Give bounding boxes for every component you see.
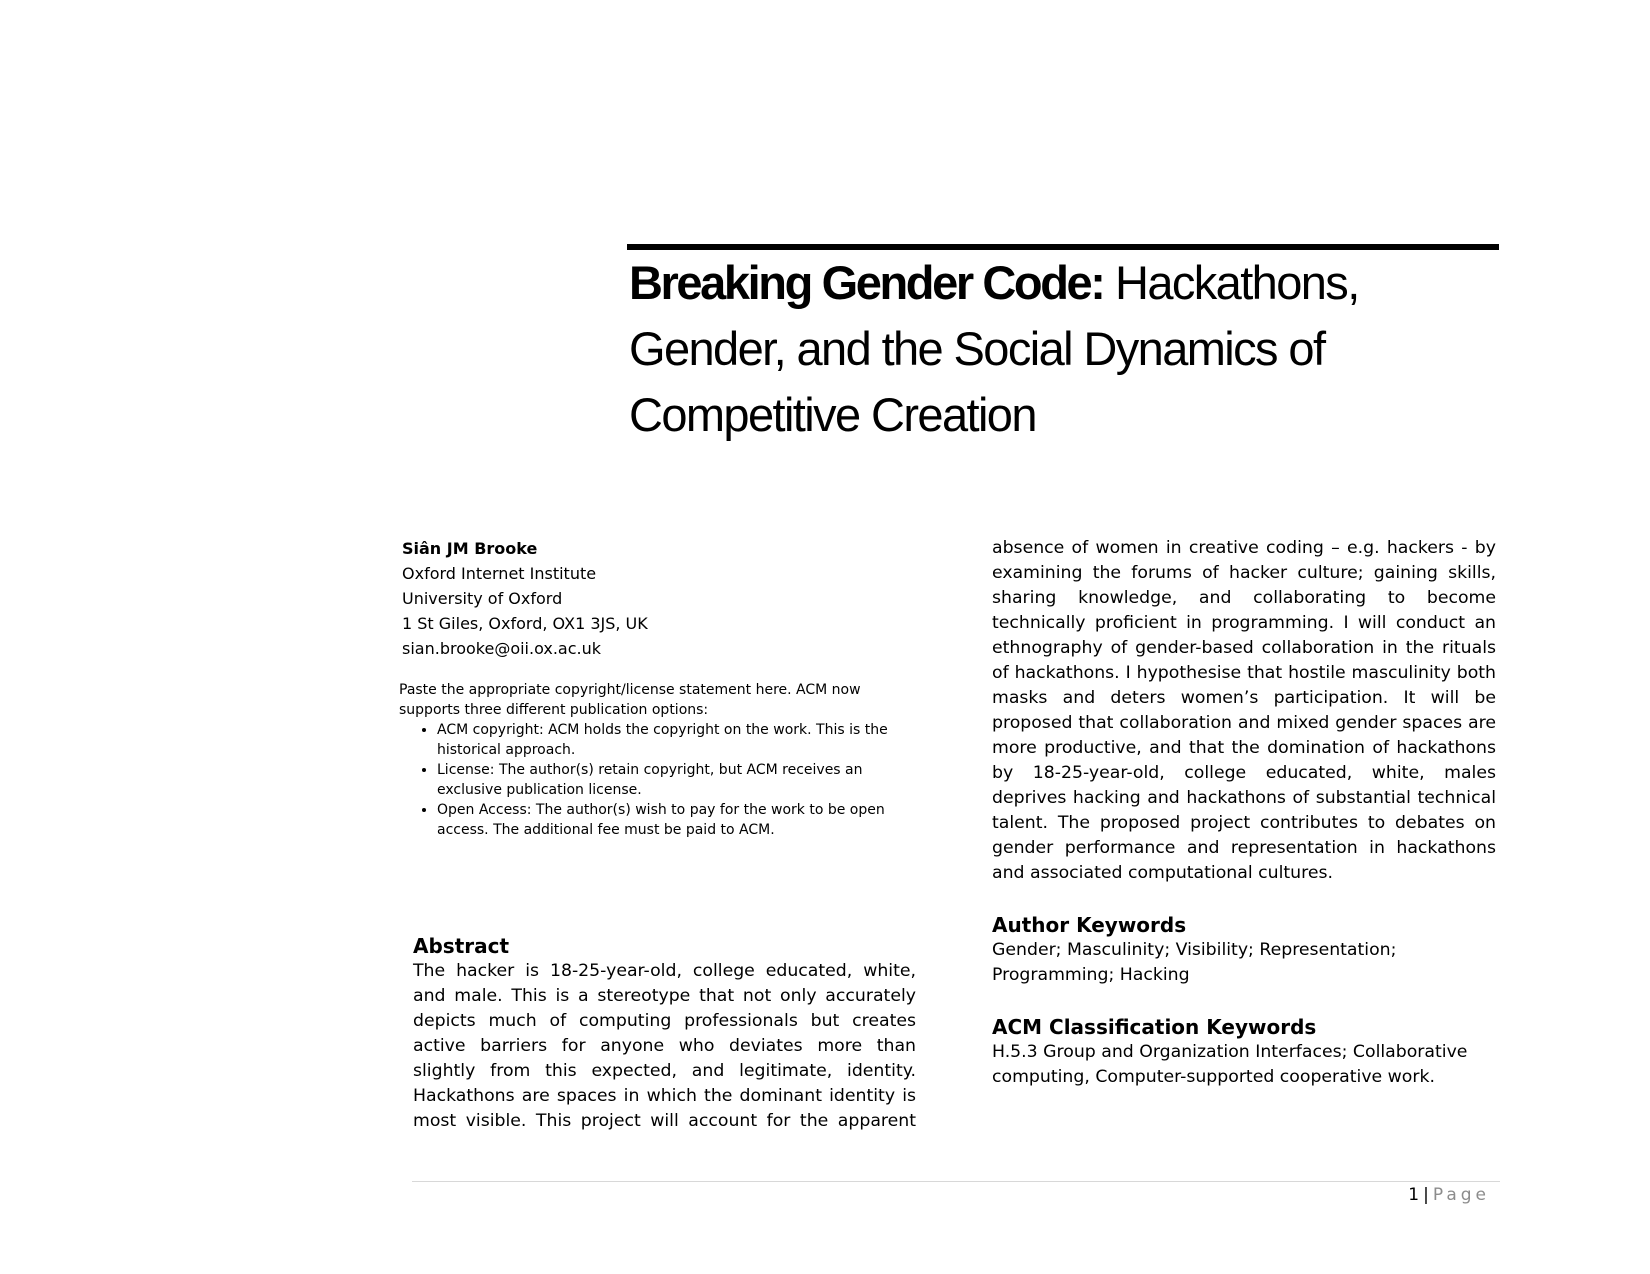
author-name: Siân JM Brooke	[402, 539, 538, 558]
copyright-block	[399, 680, 919, 840]
abstract-line: depicts much of computing professionals but creates	[413, 1011, 916, 1031]
author-affiliation: Oxford Internet Institute	[402, 564, 597, 583]
abstract-line: slightly from this expected, and legitimate, identity.	[413, 1061, 916, 1081]
abstract-line: and male. This is a stereotype that not only accurately	[413, 986, 916, 1006]
copyright-options	[399, 720, 919, 840]
paper-title	[629, 250, 1509, 448]
copyright-option: • License: The author(s) retain copyright, but ACM receives an exclusive publication license.	[437, 760, 919, 800]
copyright-option: • ACM copyright: ACM holds the copyright on the work. This is the historical approach.	[437, 720, 919, 760]
author-block	[402, 536, 922, 661]
author-keywords-text: Gender; Masculinity; Visibility; Representation; Programming; Hacking	[992, 940, 1397, 985]
footer-separator: |	[1423, 1185, 1429, 1205]
footer-rule	[412, 1181, 1500, 1182]
abstract-line: The hacker is 18-25-year-old, college educated, white,	[413, 961, 916, 981]
copyright-option: • Open Access: The author(s) wish to pay for the work to be open access. The additional fee must be paid to ACM.	[437, 800, 919, 840]
abstract-continuation: absence of women in creative coding – e.g. hackers - by examining the forums of hacker culture; gaining skills, sharing knowledge, and collaborating to become technically proficient in programming. I will conduct an ethnography of gender-based collaboration in the rituals of hackathons. I hypothesise that hostile masculinity both masks and deters women’s participation. It will be proposed that collaboration and mixed gender spaces are more productive, and that the domination of hackathons by 18-25-year-old, college educated, white, males deprives hacking and hackathons of substantial technical talent. The proposed project contributes to debates on gender performance and representation in hackathons and associated computational cultures.	[992, 538, 1496, 883]
abstract-heading: Abstract	[413, 934, 510, 958]
abstract-line: most visible. This project will account for the apparent	[413, 1111, 916, 1131]
copyright-intro: Paste the appropriate copyright/license statement here. ACM now supports three different publication options:	[399, 682, 861, 718]
acm-keywords-text: H.5.3 Group and Organization Interfaces; Collaborative computing, Computer-supported cooperative work.	[992, 1042, 1468, 1087]
page-footer	[1408, 1181, 1490, 1207]
paper-title-bold: Breaking Gender Code:	[629, 256, 1104, 309]
acm-keywords-heading: ACM Classification Keywords	[992, 1015, 1317, 1039]
author-address: 1 St Giles, Oxford, OX1 3JS, UK	[402, 614, 648, 633]
abstract-line: Hackathons are spaces in which the dominant identity is	[413, 1086, 916, 1106]
author-email: sian.brooke@oii.ox.ac.uk	[402, 639, 602, 658]
right-column	[992, 536, 1496, 1090]
author-keywords-heading: Author Keywords	[992, 913, 1187, 937]
abstract-line: active barriers for anyone who deviates more than	[413, 1036, 916, 1056]
page-number: 1	[1408, 1185, 1420, 1205]
page-label: Page	[1432, 1185, 1490, 1205]
paper-title-rest: Hackathons, Gender, and the Social Dynamics of Competitive Creation	[629, 256, 1359, 441]
abstract-section	[413, 933, 916, 1134]
author-university: University of Oxford	[402, 589, 563, 608]
